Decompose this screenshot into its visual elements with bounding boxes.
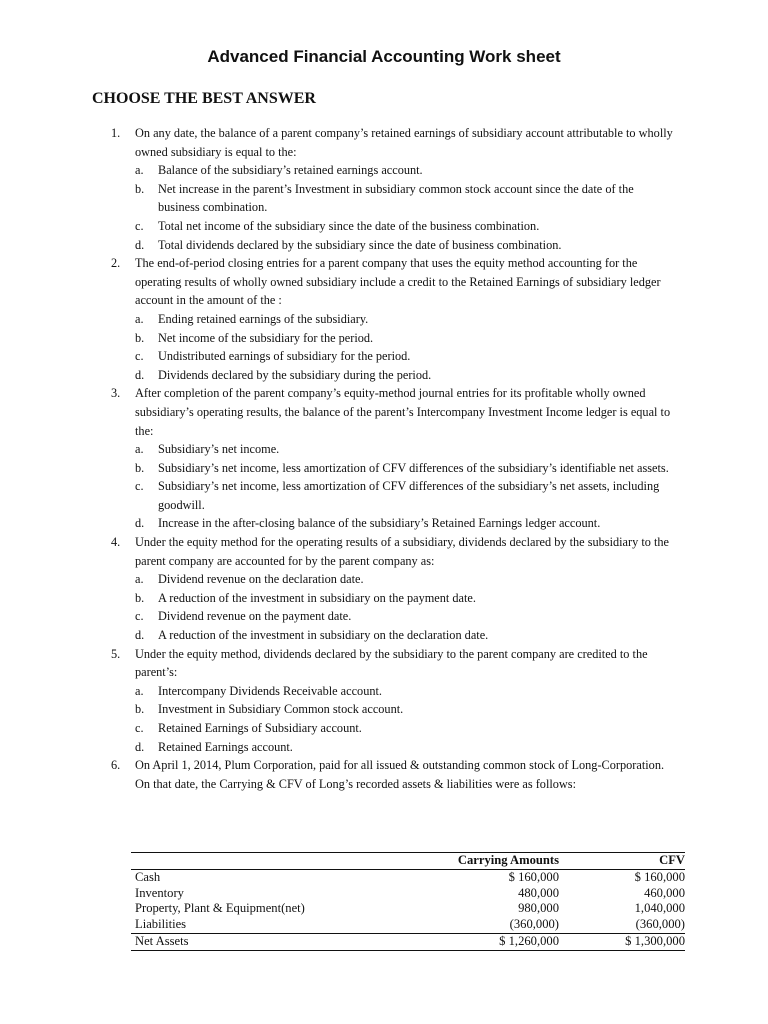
option-letter: b. (135, 460, 145, 475)
question-number: 1. (111, 126, 121, 140)
option-text: Total dividends declared by the subsidiary since the date of business combination. (158, 237, 562, 252)
question-stem: The end-of-period closing entries for a parent company that uses the equity method accounting for the operating results of wholly owned subsidiary include a credit to the Retained Earnings of subsidiary ledger account in the amount of the : (135, 256, 661, 308)
option-text: Subsidiary’s net income, less amortization of CFV differences of the subsidiary’s net assets, including goodwill. (158, 479, 660, 512)
option-letter: c. (135, 349, 144, 364)
cfv-amount: 460,000 (644, 885, 685, 900)
question-stem: On April 1, 2014, Plum Corporation, paid for all issued & outstanding common stock of Long-Corporation. On that date, the Carrying & CFV of Long’s recorded assets & liabilities were as follows: (135, 758, 665, 791)
question-list (0, 124, 768, 793)
option-letter: a. (135, 311, 144, 326)
answer-option (0, 310, 768, 329)
question-stem: On any date, the balance of a parent company’s retained earnings of subsidiary account attributable to wholly owned subsidiary is equal to the: (135, 126, 673, 159)
table-header-carrying: Carrying Amounts (411, 853, 559, 870)
carrying-amount: (360,000) (411, 917, 559, 933)
section-heading: CHOOSE THE BEST ANSWER (92, 90, 316, 107)
table-row-total (131, 933, 685, 950)
cfv-amount: $ 160,000 (634, 869, 685, 884)
option-text: Investment in Subsidiary Common stock account. (158, 702, 404, 717)
row-label: Inventory (135, 885, 184, 900)
answer-option (0, 459, 768, 478)
question-stem: Under the equity method for the operating results of a subsidiary, dividends declared by the subsidiary to the parent company are accounted for by the parent company as: (135, 535, 669, 568)
option-letter: d. (135, 628, 145, 643)
answer-option (0, 440, 768, 459)
question-item (0, 124, 768, 254)
option-text: Retained Earnings of Subsidiary account. (158, 721, 362, 735)
assets-liabilities-table (131, 852, 685, 951)
table-row (131, 917, 685, 933)
option-text: A reduction of the investment in subsidiary on the payment date. (158, 590, 476, 605)
option-letter: a. (135, 572, 144, 587)
cfv-amount: (360,000) (559, 917, 685, 933)
answer-option (0, 682, 768, 701)
option-letter: a. (135, 163, 144, 178)
table-header-row (131, 853, 685, 870)
question-item (0, 645, 768, 757)
question-number: 2. (111, 256, 121, 271)
option-text: Net income of the subsidiary for the period. (158, 330, 374, 345)
answer-option (0, 366, 768, 385)
carrying-amount: 480,000 (518, 885, 559, 900)
table-header-cfv: CFV (559, 853, 685, 870)
question-item (0, 756, 768, 793)
answer-option (0, 347, 768, 366)
option-letter: d. (135, 739, 145, 754)
option-letter: a. (135, 442, 144, 457)
answer-option (0, 738, 768, 757)
option-text: Intercompany Dividends Receivable account. (158, 683, 382, 698)
carrying-amount: $ 1,260,000 (411, 933, 559, 950)
option-text: Net increase in the parent’s Investment in subsidiary common stock account since the date of the business combination. (158, 181, 634, 215)
option-letter: b. (135, 181, 145, 196)
question-stem: Under the equity method, dividends declared by the subsidiary to the parent company are credited to the parent’s: (135, 646, 648, 680)
answer-option (0, 217, 768, 236)
option-text: Balance of the subsidiary’s retained earnings account. (158, 163, 423, 178)
answer-option (0, 626, 768, 645)
option-text: Increase in the after-closing balance of the subsidiary’s Retained Earnings ledger account. (158, 516, 601, 531)
answer-option (0, 719, 768, 738)
option-text: Total net income of the subsidiary since the date of the business combination. (158, 218, 540, 233)
option-letter: b. (135, 590, 145, 605)
document-title: Advanced Financial Accounting Work sheet (207, 47, 561, 66)
answer-option (0, 477, 768, 514)
option-text: Dividend revenue on the payment date. (158, 609, 352, 624)
option-letter: d. (135, 516, 145, 531)
answer-option (0, 570, 768, 589)
option-letter: d. (135, 367, 145, 382)
option-text: A reduction of the investment in subsidiary on the declaration date. (158, 628, 489, 643)
option-text: Dividends declared by the subsidiary during the period. (158, 367, 432, 382)
carrying-amount: $ 160,000 (508, 869, 559, 884)
option-text: Retained Earnings account. (158, 739, 293, 754)
row-label: Net Assets (131, 933, 411, 950)
cfv-amount: 1,040,000 (634, 901, 685, 916)
option-text: Subsidiary’s net income. (158, 442, 280, 457)
option-text: Undistributed earnings of subsidiary for the period. (158, 349, 411, 364)
table-row (131, 901, 685, 917)
answer-option (0, 514, 768, 533)
question-number: 6. (111, 758, 121, 773)
question-stem: After completion of the parent company’s equity-method journal entries for its profitable wholly owned subsidiary’s operating results, the balance of the parent’s Intercompany Investment Income ledger is equal to the: (135, 386, 671, 438)
table-header-label (131, 853, 411, 870)
answer-option (0, 236, 768, 255)
question-item (0, 254, 768, 384)
answer-option (0, 589, 768, 608)
option-text: Subsidiary’s net income, less amortization of CFV differences of the subsidiary’s identifiable net assets. (158, 460, 669, 475)
cfv-amount: $ 1,300,000 (559, 933, 685, 950)
option-letter: a. (135, 683, 144, 698)
row-label: Cash (135, 869, 161, 884)
option-text: Dividend revenue on the declaration date. (158, 572, 364, 587)
question-item (0, 384, 768, 533)
row-label: Property, Plant & Equipment(net) (135, 901, 305, 916)
answer-option (0, 329, 768, 348)
answer-option (0, 700, 768, 719)
table-row (131, 869, 685, 885)
question-number: 5. (111, 646, 121, 661)
option-letter: b. (135, 330, 145, 345)
question-number: 3. (111, 386, 121, 401)
answer-option (0, 161, 768, 180)
answer-option (0, 180, 768, 217)
row-label: Liabilities (131, 917, 411, 933)
option-letter: c. (135, 609, 144, 624)
carrying-amount: 980,000 (518, 901, 559, 916)
answer-option (0, 607, 768, 626)
question-number: 4. (111, 535, 121, 550)
option-letter: c. (135, 479, 144, 494)
option-letter: c. (135, 721, 144, 735)
table-row (131, 886, 685, 902)
option-letter: d. (135, 237, 145, 252)
option-letter: c. (135, 218, 144, 233)
option-text: Ending retained earnings of the subsidiary. (158, 311, 369, 326)
question-item (0, 533, 768, 645)
option-letter: b. (135, 702, 145, 717)
